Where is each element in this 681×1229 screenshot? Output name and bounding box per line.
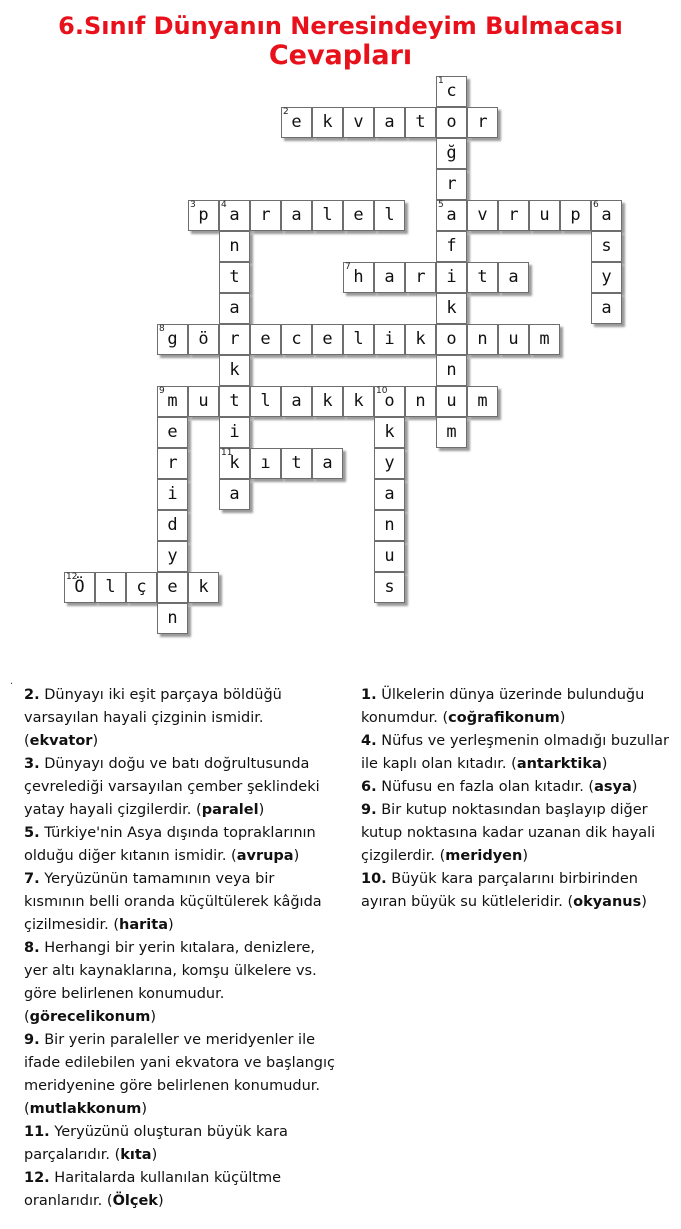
cell-letter: n [415,391,426,411]
cell-letter: ğ [446,143,457,163]
clue-item [361,799,676,868]
clue-answer: görecelikonum [29,1009,151,1025]
grid-cell [157,510,188,541]
cell-letter: k [353,391,364,411]
grid-cell [64,572,95,603]
cell-letter: t [291,453,302,473]
cell-letter: m [477,391,488,411]
clue-number: 11. [24,1124,50,1140]
clue-number: 6. [361,779,377,795]
cell-letter: e [322,329,333,349]
grid-cell [405,262,436,293]
clue-text: Büyük kara parçalarını birbirinden ayıran büyük su kütleleridir. ( [361,871,638,910]
clue-answer: ekvator [29,733,93,749]
clue-item [24,684,339,753]
clue-close: ) [641,894,647,910]
cell-letter: k [446,298,457,318]
grid-cell [374,572,405,603]
cell-letter: o [446,329,457,349]
grid-cell [591,200,622,231]
grid-cell [343,200,374,231]
clue-text: Nüfus ve yerleşmenin olmadığı buzullar ile kaplı olan kıtadır. ( [361,733,669,772]
cell-letter: g [167,329,178,349]
grid-cell [374,386,405,417]
grid-cell [436,76,467,107]
grid-cell [436,231,467,262]
grid-cell [374,510,405,541]
clue-number: 6 [593,200,599,210]
clue-text: Ülkelerin dünya üzerinde bulunduğu konumdur. ( [361,687,645,726]
grid-cell [591,231,622,262]
cell-letter: l [260,391,271,411]
clue-number: 2 [283,107,289,117]
cell-letter: a [384,267,395,287]
cell-letter: Ö [74,577,85,597]
cell-letter: e [167,422,178,442]
clue-text: Yeryüzünü oluşturan büyük kara parçalarıdır. ( [24,1124,288,1163]
clue-number: 8 [159,324,165,334]
cell-letter: i [167,484,178,504]
grid-cell [467,200,498,231]
clue-number: 9 [159,386,165,396]
grid-cell [219,355,250,386]
cell-letter: d [167,515,178,535]
grid-cell [467,262,498,293]
clue-number: 9. [24,1032,40,1048]
grid-cell [436,293,467,324]
cell-letter: h [353,267,364,287]
cell-letter: k [229,360,240,380]
cell-letter: r [446,174,457,194]
grid-cell [374,262,405,293]
grid-cell [343,386,374,417]
cell-letter: y [384,453,395,473]
clue-number: 1 [438,76,444,86]
cell-letter: p [570,205,581,225]
grid-cell [95,572,126,603]
clue-close: ) [559,710,566,726]
grid-cell [157,324,188,355]
cell-letter: e [260,329,271,349]
clue-close: ) [168,917,174,933]
grid-cell [126,572,157,603]
grid-cell [591,262,622,293]
clue-answer: paralel [201,802,259,818]
cell-letter: y [601,267,612,287]
grid-cell [436,200,467,231]
clue-number: 7 [345,262,351,272]
clue-answer: meridyen [445,848,523,864]
clue-text: Türkiye'nin Asya dışında topraklarının olduğu diğer kıtanın ismidir. ( [24,825,316,864]
grid-cell [436,355,467,386]
grid-cell [312,386,343,417]
grid-cell [405,386,436,417]
grid-cell [250,324,281,355]
cell-letter: k [198,577,209,597]
grid-cell [219,448,250,479]
grid-cell [343,324,374,355]
clues-right-column [361,684,676,914]
clue-text: Nüfusu en fazla olan kıtadır. ( [376,779,595,795]
grid-cell [467,107,498,138]
cell-letter: t [229,267,240,287]
grid-cell [219,231,250,262]
clue-close: ) [631,779,638,795]
clue-number: 7. [24,871,40,887]
grid-cell [312,107,343,138]
cell-letter: ç [136,577,147,597]
grid-cell [436,417,467,448]
clue-close: ) [157,1193,164,1209]
cell-letter: n [229,236,240,256]
cell-letter: r [229,329,240,349]
puzzle-title: 6.Sınıf Dünyanın Neresindeyim Bulmacası [58,12,623,40]
grid-cell [436,169,467,200]
grid-cell [219,200,250,231]
grid-cell [343,262,374,293]
cell-letter: ö [198,329,209,349]
grid-cell [157,417,188,448]
grid-cell [374,448,405,479]
cell-letter: u [384,546,395,566]
clue-answer: coğrafikonum [448,710,560,726]
grid-cell [436,107,467,138]
cell-letter: a [508,267,519,287]
cell-letter: y [167,546,178,566]
grid-cell [250,200,281,231]
grid-cell [250,448,281,479]
grid-cell [219,262,250,293]
cell-letter: n [446,360,457,380]
cell-letter: m [539,329,550,349]
clue-answer: asya [594,779,632,795]
clue-number: 8. [24,940,40,956]
cell-letter: a [601,205,612,225]
cell-letter: a [384,112,395,132]
cell-letter: ı [260,453,271,473]
clue-close: ) [258,802,265,818]
clue-number: 9. [361,802,377,818]
cell-letter: t [229,391,240,411]
grid-cell [374,479,405,510]
grid-cell [281,386,312,417]
grid-cell [281,324,312,355]
cell-letter: r [415,267,426,287]
clue-item [361,684,676,730]
cell-letter: a [322,453,333,473]
cell-letter: t [415,112,426,132]
puzzle-subtitle: Cevapları [268,40,413,71]
clue-answer: kıta [120,1147,152,1163]
clue-item [24,937,339,1029]
cell-letter: n [167,608,178,628]
grid-cell [436,324,467,355]
grid-cell [374,107,405,138]
cell-letter: c [291,329,302,349]
grid-cell [157,386,188,417]
grid-cell [467,324,498,355]
grid-cell [529,324,560,355]
clue-close: ) [141,1101,148,1117]
cell-letter: u [539,205,550,225]
grid-cell [498,324,529,355]
clue-item [361,868,676,914]
cell-letter: l [322,205,333,225]
clue-answer: harita [119,917,168,933]
grid-cell [374,200,405,231]
grid-cell [157,479,188,510]
grid-cell [436,386,467,417]
grid-cell [436,138,467,169]
cell-letter: v [353,112,364,132]
clue-text: Bir yerin paraleller ve meridyenler ile ifade edilebilen yani ekvatora ve başlangıç meridyenine göre belirlenen konumudur. ( [24,1032,335,1117]
clue-number: 12 [66,572,78,582]
clue-number: 4 [221,200,227,210]
grid-cell [281,107,312,138]
cell-letter: e [167,577,178,597]
cell-letter: c [446,81,457,101]
grid-cell [312,200,343,231]
cell-letter: o [384,391,395,411]
cell-letter: s [601,236,612,256]
grid-cell [188,200,219,231]
grid-cell [188,572,219,603]
clue-number: 10 [376,386,388,396]
grid-cell [405,324,436,355]
cell-letter: u [508,329,519,349]
clue-text: Herhangi bir yerin kıtalara, denizlere, yer altı kaynaklarına, komşu ülkelere vs. göre belirlenen konumudur. ( [24,940,317,1025]
grid-cell [312,448,343,479]
cell-letter: l [353,329,364,349]
grid-cell [498,200,529,231]
cell-letter: k [322,391,333,411]
grid-cell [157,572,188,603]
cell-letter: l [384,205,395,225]
grid-cell [157,448,188,479]
cell-letter: l [105,577,116,597]
clue-item [24,822,339,868]
cell-letter: a [291,205,302,225]
grid-cell [157,541,188,572]
grid-cell [219,293,250,324]
clue-close: ) [601,756,608,772]
grid-cell [188,324,219,355]
cell-letter: r [508,205,519,225]
clue-number: 3 [190,200,196,210]
cell-letter: a [229,205,240,225]
cell-letter: i [384,329,395,349]
cell-letter: k [415,329,426,349]
clue-close: ) [293,848,300,864]
clue-answer: antarktika [516,756,602,772]
cell-letter: a [446,205,457,225]
cell-letter: r [477,112,488,132]
cell-letter: u [446,391,457,411]
grid-cell [498,262,529,293]
clue-close: ) [150,1009,157,1025]
clue-text: Yeryüzünün tamamının veya bir kısmının belli oranda küçültülerek kâğıda çizilmesidir. ( [24,871,322,933]
clue-number: 4. [361,733,377,749]
cell-letter: a [384,484,395,504]
grid-cell [467,386,498,417]
cell-letter: e [291,112,302,132]
clue-number: 2. [24,687,40,703]
clue-item [24,1167,339,1213]
clue-number: 12. [24,1170,50,1186]
clues-left-column [24,684,339,1213]
clue-text: Haritalarda kullanılan küçültme oranlarıdır. ( [24,1170,282,1209]
clue-number: 5 [438,200,444,210]
grid-cell [157,603,188,634]
grid-cell [591,293,622,324]
clue-close: ) [522,848,528,864]
grid-cell [405,107,436,138]
grid-cell [436,262,467,293]
grid-cell [281,448,312,479]
grid-cell [343,107,374,138]
cell-letter: p [198,205,209,225]
clue-close: ) [92,733,99,749]
cell-letter: f [446,236,457,256]
grid-cell [312,324,343,355]
clue-item [24,1029,339,1121]
cell-letter: k [384,422,395,442]
cell-letter: e [353,205,364,225]
cell-letter: k [322,112,333,132]
grid-cell [219,324,250,355]
grid-cell [374,324,405,355]
cell-letter: a [601,298,612,318]
cell-letter: v [477,205,488,225]
cell-letter: a [291,391,302,411]
clue-text: Dünyayı iki eşit parçaya böldüğü varsayılan hayali çizginin ismidir. ( [24,687,282,749]
cell-letter: o [446,112,457,132]
clue-answer: mutlakkonum [29,1101,142,1117]
cell-letter: m [167,391,178,411]
clue-item [24,868,339,937]
cell-letter: u [198,391,209,411]
clue-answer: okyanus [573,894,642,910]
grid-cell [529,200,560,231]
cell-letter: n [477,329,488,349]
grid-cell [374,417,405,448]
clue-answer: Ölçek [112,1193,158,1209]
clue-item [361,730,676,776]
cell-letter: r [167,453,178,473]
cell-letter: a [229,484,240,504]
cell-letter: k [229,453,240,473]
clue-text: Bir kutup noktasından başlayıp diğer kutup noktasına kadar uzanan dik hayali çizgilerdir. ( [361,802,656,864]
clue-number: 1. [361,687,377,703]
clue-item [24,753,339,822]
clue-item [24,1121,339,1167]
grid-cell [281,200,312,231]
cell-letter: t [477,267,488,287]
clue-close: ) [151,1147,158,1163]
cell-letter: r [260,205,271,225]
clue-number: 10. [361,871,387,887]
cell-letter: i [446,267,457,287]
grid-cell [250,386,281,417]
grid-cell [219,417,250,448]
grid-cell [374,541,405,572]
cell-letter: m [446,422,457,442]
cell-letter: i [229,422,240,442]
clue-item [361,776,676,799]
clue-number: 11 [221,448,233,458]
grid-cell [219,479,250,510]
clue-number: 5. [24,825,40,841]
grid-cell [219,386,250,417]
stray-dot: . [10,676,14,687]
clue-number: 3. [24,756,40,772]
cell-letter: a [229,298,240,318]
clue-answer: avrupa [236,848,294,864]
clue-text: Dünyayı doğu ve batı doğrultusunda çevrelediği varsayılan çember şeklindeki yatay hayali çizgilerdir. ( [24,756,320,818]
grid-cell [188,386,219,417]
cell-letter: s [384,577,395,597]
grid-cell [560,200,591,231]
cell-letter: n [384,515,395,535]
